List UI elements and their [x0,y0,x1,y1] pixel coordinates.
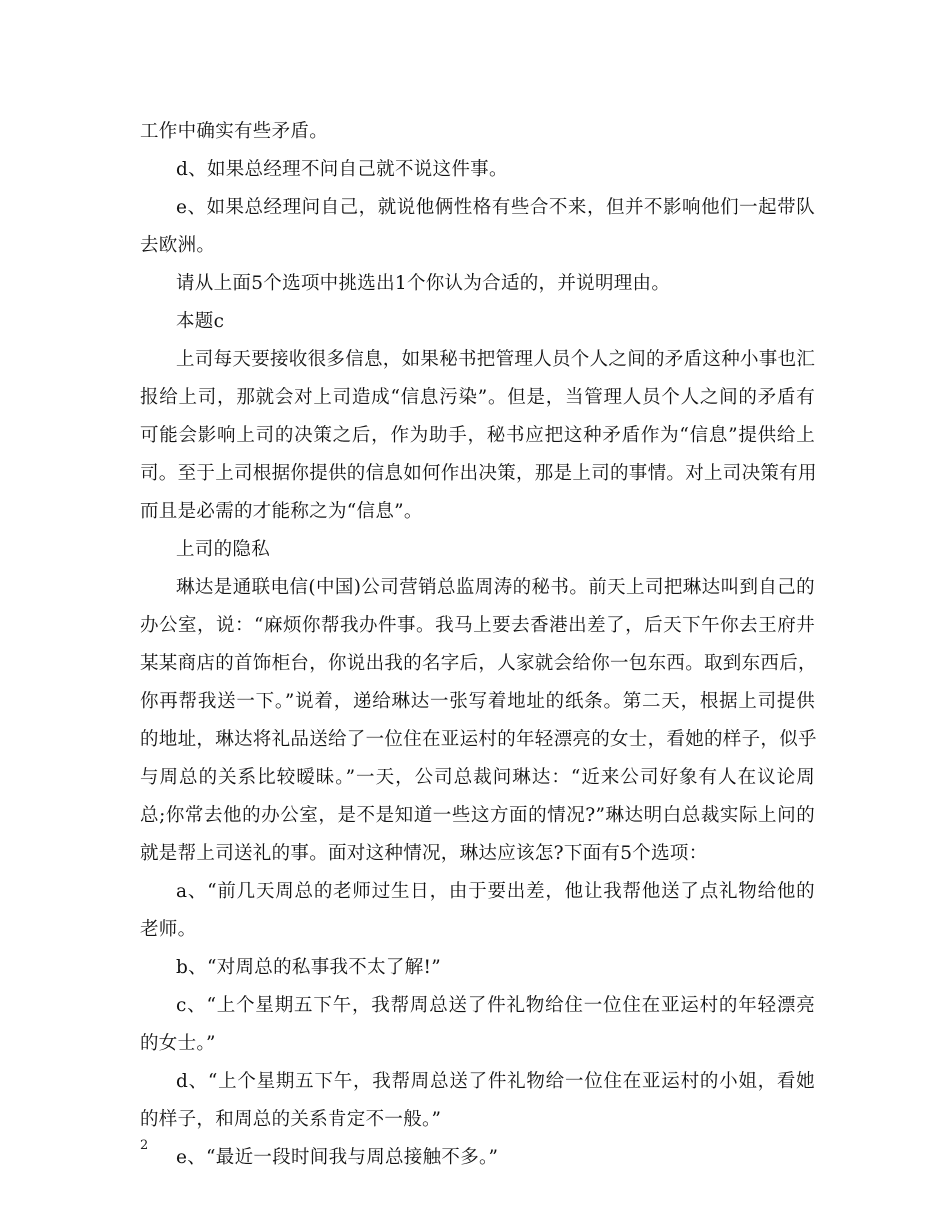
text-line: 的样子，和周总的关系肯定不一般。” [140,1109,442,1130]
text-line: d、“上个星期五下午，我帮周总送了件礼物给一位住在亚运村的小姐，看她 [176,1071,815,1092]
text-line: 可能会影响上司的决策之后，作为助手，秘书应把这种矛盾作为“信息”提供给上 [140,425,815,446]
text-line: c、“上个星期五下午，我帮周总送了件礼物给住一位住在亚运村的年轻漂亮 [176,995,815,1016]
text-line: 你再帮我送一下。”说着，递给琳达一张写着地址的纸条。第二天，根据上司提供 [140,691,815,712]
text-line: 与周总的关系比较暧昧。”一天，公司总裁问琳达：“近来公司好象有人在议论周 [140,767,815,788]
text-line: 琳达是通联电信(中国)公司营销总监周涛的秘书。前天上司把琳达叫到自己的 [176,577,815,598]
text-line: 的女士。” [140,1033,216,1054]
text-line: 司。至于上司根据你提供的信息如何作出决策，那是上司的事情。对上司决策有用 [140,463,817,484]
text-line: e、如果总经理问自己，就说他俩性格有些合不来，但并不影响他们一起带队 [176,197,815,218]
text-line: 总;你常去他的办公室，是不是知道一些这方面的情况?”琳达明白总裁实际上问的 [140,805,815,826]
text-line: 老师。 [140,919,197,940]
text-line: a、“前几天周总的老师过生日，由于要出差，他让我帮他送了点礼物给他的 [176,881,815,902]
text-line: 工作中确实有些矛盾。 [140,121,329,142]
text-line: 报给上司，那就会对上司造成“信息污染”。但是，当管理人员个人之间的矛盾有 [140,387,815,408]
text-line: 去欧洲。 [140,235,216,256]
text-line: b、“对周总的私事我不太了解!” [176,957,441,978]
text-line: 请从上面5个选项中挑选出1个你认为合适的，并说明理由。 [176,273,671,294]
document-body [140,113,815,1177]
text-line: e、“最近一段时间我与周总接触不多。” [176,1147,499,1168]
text-line: 本题c [176,311,225,332]
text-line: d、如果总经理不问自己就不说这件事。 [176,159,508,180]
page-number: 2 [140,1138,149,1153]
text-line: 某某商店的首饰柜台，你说出我的名字后，人家就会给你一包东西。取到东西后， [140,653,817,674]
text-line: 而且是必需的才能称之为“信息”。 [140,501,423,522]
text-line: 的地址，琳达将礼品送给了一位住在亚运村的年轻漂亮的女士，看她的样子，似乎 [140,729,817,750]
text-line: 办公室，说：“麻烦你帮我办件事。我马上要去香港出差了，后天下午你去王府井 [140,615,815,636]
text-line: 上司的隐私 [176,539,271,560]
text-line: 上司每天要接收很多信息，如果秘书把管理人员个人之间的矛盾这种小事也汇 [176,349,816,370]
text-line: 就是帮上司送礼的事。面对这种情况，琳达应该怎?下面有5个选项： [140,843,708,864]
